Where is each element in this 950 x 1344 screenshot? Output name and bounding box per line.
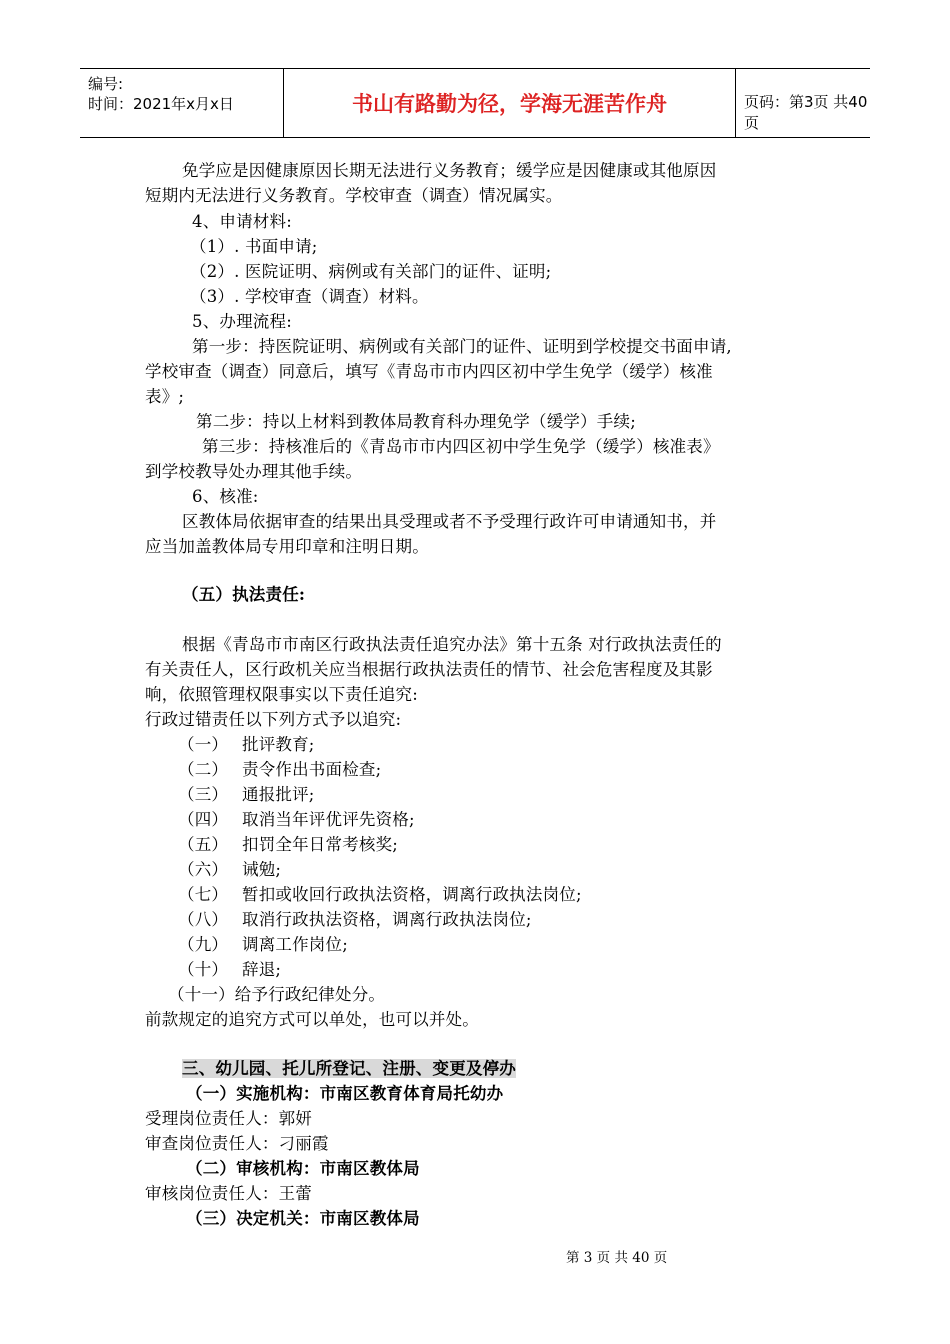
subsection-heading: 5、办理流程: [192,312,292,331]
list-item-number: （一） [178,735,229,754]
list-item-number: （四） [178,810,229,829]
list-item-text: 通报批评; [242,785,315,804]
list-item-number: （七） [178,885,229,904]
paragraph-line: 审核岗位责任人：王蕾 [145,1184,312,1203]
page-footer: 第 3 页 共 40 页 [566,1250,668,1266]
list-item-text: 批评教育; [242,735,315,754]
subsection-heading: （一）实施机构：市南区教育体育局托幼办 [186,1084,504,1103]
list-item [178,934,348,956]
step-line: 表》; [145,387,185,406]
list-item-number: （六） [178,860,229,879]
list-item-number: （八） [178,910,229,929]
paragraph-line: 区教体局依据审查的结果出具受理或者不予受理行政许可申请通知书，并 [182,512,717,531]
list-item [178,809,415,831]
paragraph-line: 有关责任人，区行政机关应当根据行政执法责任的情节、社会危害程度及其影 [145,660,713,679]
list-item-text: 取消行政执法资格，调离行政执法岗位; [242,910,532,929]
material-item: （1）. 书面申请; [190,237,318,256]
list-item [178,884,582,906]
list-item-text: 辞退; [242,960,282,979]
list-item [178,834,398,856]
step-line: 第一步：持医院证明、病例或有关部门的证件、证明到学校提交书面申请, [192,337,732,356]
step-line: 到学校教导处办理其他手续。 [145,462,363,481]
doc-code-label: 编号: [88,75,124,93]
list-item-number: （五） [178,835,229,854]
list-item [178,959,281,981]
highlighted-heading: 三、幼儿园、托儿所登记、注册、变更及停办 [182,1059,516,1078]
step-line: 学校审查（调查）同意后，填写《青岛市市内四区初中学生免学（缓学）核准 [145,362,713,381]
paragraph-line: 响，依照管理权限事实以下责任追究: [145,685,418,704]
list-item: （十一）给予行政纪律处分。 [168,985,386,1004]
doc-time: 时间：2021年x月x日 [88,95,234,113]
list-item-number: （九） [178,935,229,954]
list-item-text: 调离工作岗位; [242,935,348,954]
material-item: （2）. 医院证明、病例或有关部门的证件、证明; [190,262,552,281]
header-meta [80,69,284,137]
list-item-text: 责令作出书面检查; [242,760,382,779]
paragraph-line: 审查岗位责任人：刁丽霞 [145,1134,329,1153]
paragraph-line: 根据《青岛市市南区行政执法责任追究办法》第十五条 对行政执法责任的 [182,635,722,654]
header-page-info: 页码：第3页 共40页 [744,93,868,132]
material-item: （3）. 学校审查（调查）材料。 [190,287,429,306]
step-line: 第二步：持以上材料到教体局教育科办理免学（缓学）手续; [196,412,636,431]
list-item-text: 暂扣或收回行政执法资格，调离行政执法岗位; [242,885,582,904]
paragraph-line: 行政过错责任以下列方式予以追究: [145,710,402,729]
list-item [178,784,315,806]
list-item [178,909,532,931]
subsection-heading: 6、核准: [192,487,259,506]
list-item-text: 扣罚全年日常考核奖; [242,835,399,854]
paragraph-line: 受理岗位责任人：郭妍 [145,1109,312,1128]
list-item-number: （十） [178,960,229,979]
section-heading: （五）执法责任: [182,585,306,604]
page-header [80,68,870,138]
list-item [178,734,315,756]
paragraph-line: 短期内无法进行义务教育。学校审查（调查）情况属实。 [145,186,563,205]
list-item-text: 诫勉; [242,860,282,879]
subsection-heading: （二）审核机构：市南区教体局 [186,1159,420,1178]
paragraph-line: 应当加盖教体局专用印章和注明日期。 [145,537,429,556]
list-item-number: （二） [178,760,229,779]
subsection-heading: 4、申请材料: [192,212,292,231]
paragraph-line: 前款规定的追究方式可以单处，也可以并处。 [145,1010,479,1029]
header-motto: 书山有路勤为径，学海无涯苦作舟 [284,69,736,137]
list-item-text: 取消当年评优评先资格; [242,810,415,829]
subsection-heading: （三）决定机关：市南区教体局 [186,1209,420,1228]
list-item-number: （三） [178,785,229,804]
section-heading [182,1058,516,1080]
list-item [178,759,381,781]
paragraph-line: 免学应是因健康原因长期无法进行义务教育；缓学应是因健康或其他原因 [182,161,717,180]
step-line: 第三步：持核准后的《青岛市市内四区初中学生免学（缓学）核准表》 [202,437,720,456]
list-item [178,859,281,881]
